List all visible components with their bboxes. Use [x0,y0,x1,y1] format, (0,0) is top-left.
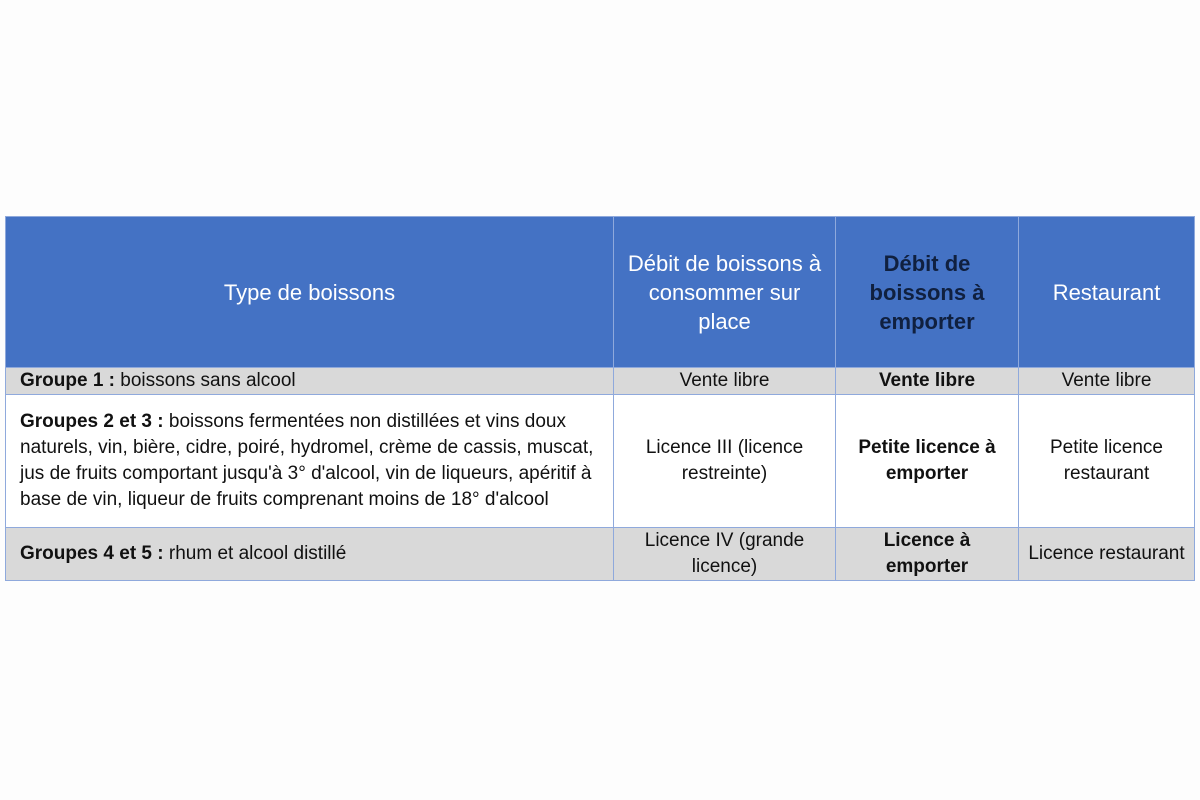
group-description: rhum et alcool distillé [163,543,347,564]
group-label: Groupes 4 et 5 : [20,543,164,564]
type-cell [6,368,614,395]
header-emporter: Débit de boissons à emporter [836,217,1019,368]
table-row [6,395,1195,528]
sur-place-cell: Licence IV (grande licence) [614,528,836,581]
header-sur-place: Débit de boissons à consommer sur place [614,217,836,368]
table-row [6,368,1195,395]
emporter-cell: Licence à emporter [836,528,1019,581]
header-type-boissons: Type de boissons [6,217,614,368]
restaurant-cell: Petite licence restaurant [1019,395,1195,528]
table-row [6,528,1195,581]
sur-place-cell: Licence III (licence restreinte) [614,395,836,528]
group-label: Groupes 2 et 3 : [20,411,164,432]
table-header-row [6,217,1195,368]
type-cell [6,528,614,581]
restaurant-cell: Licence restaurant [1019,528,1195,581]
emporter-cell: Vente libre [836,368,1019,395]
group-description: boissons sans alcool [115,370,296,391]
licence-table [5,216,1195,581]
group-description: boissons fermentées non distillées et vins doux naturels, vin, bière, cidre, poiré, hydromel, crème de cassis, muscat, jus de fruits comportant jusqu'à 3° d'alcool, vin de liqueurs, apéritif à base de vin, liqueur de fruits comprenant moins de 18° d'alcool [20,411,594,510]
type-cell [6,395,614,528]
sur-place-cell: Vente libre [614,368,836,395]
emporter-cell: Petite licence à emporter [836,395,1019,528]
header-restaurant: Restaurant [1019,217,1195,368]
restaurant-cell: Vente libre [1019,368,1195,395]
licence-table-container [5,216,1194,581]
group-label: Groupe 1 : [20,370,116,391]
